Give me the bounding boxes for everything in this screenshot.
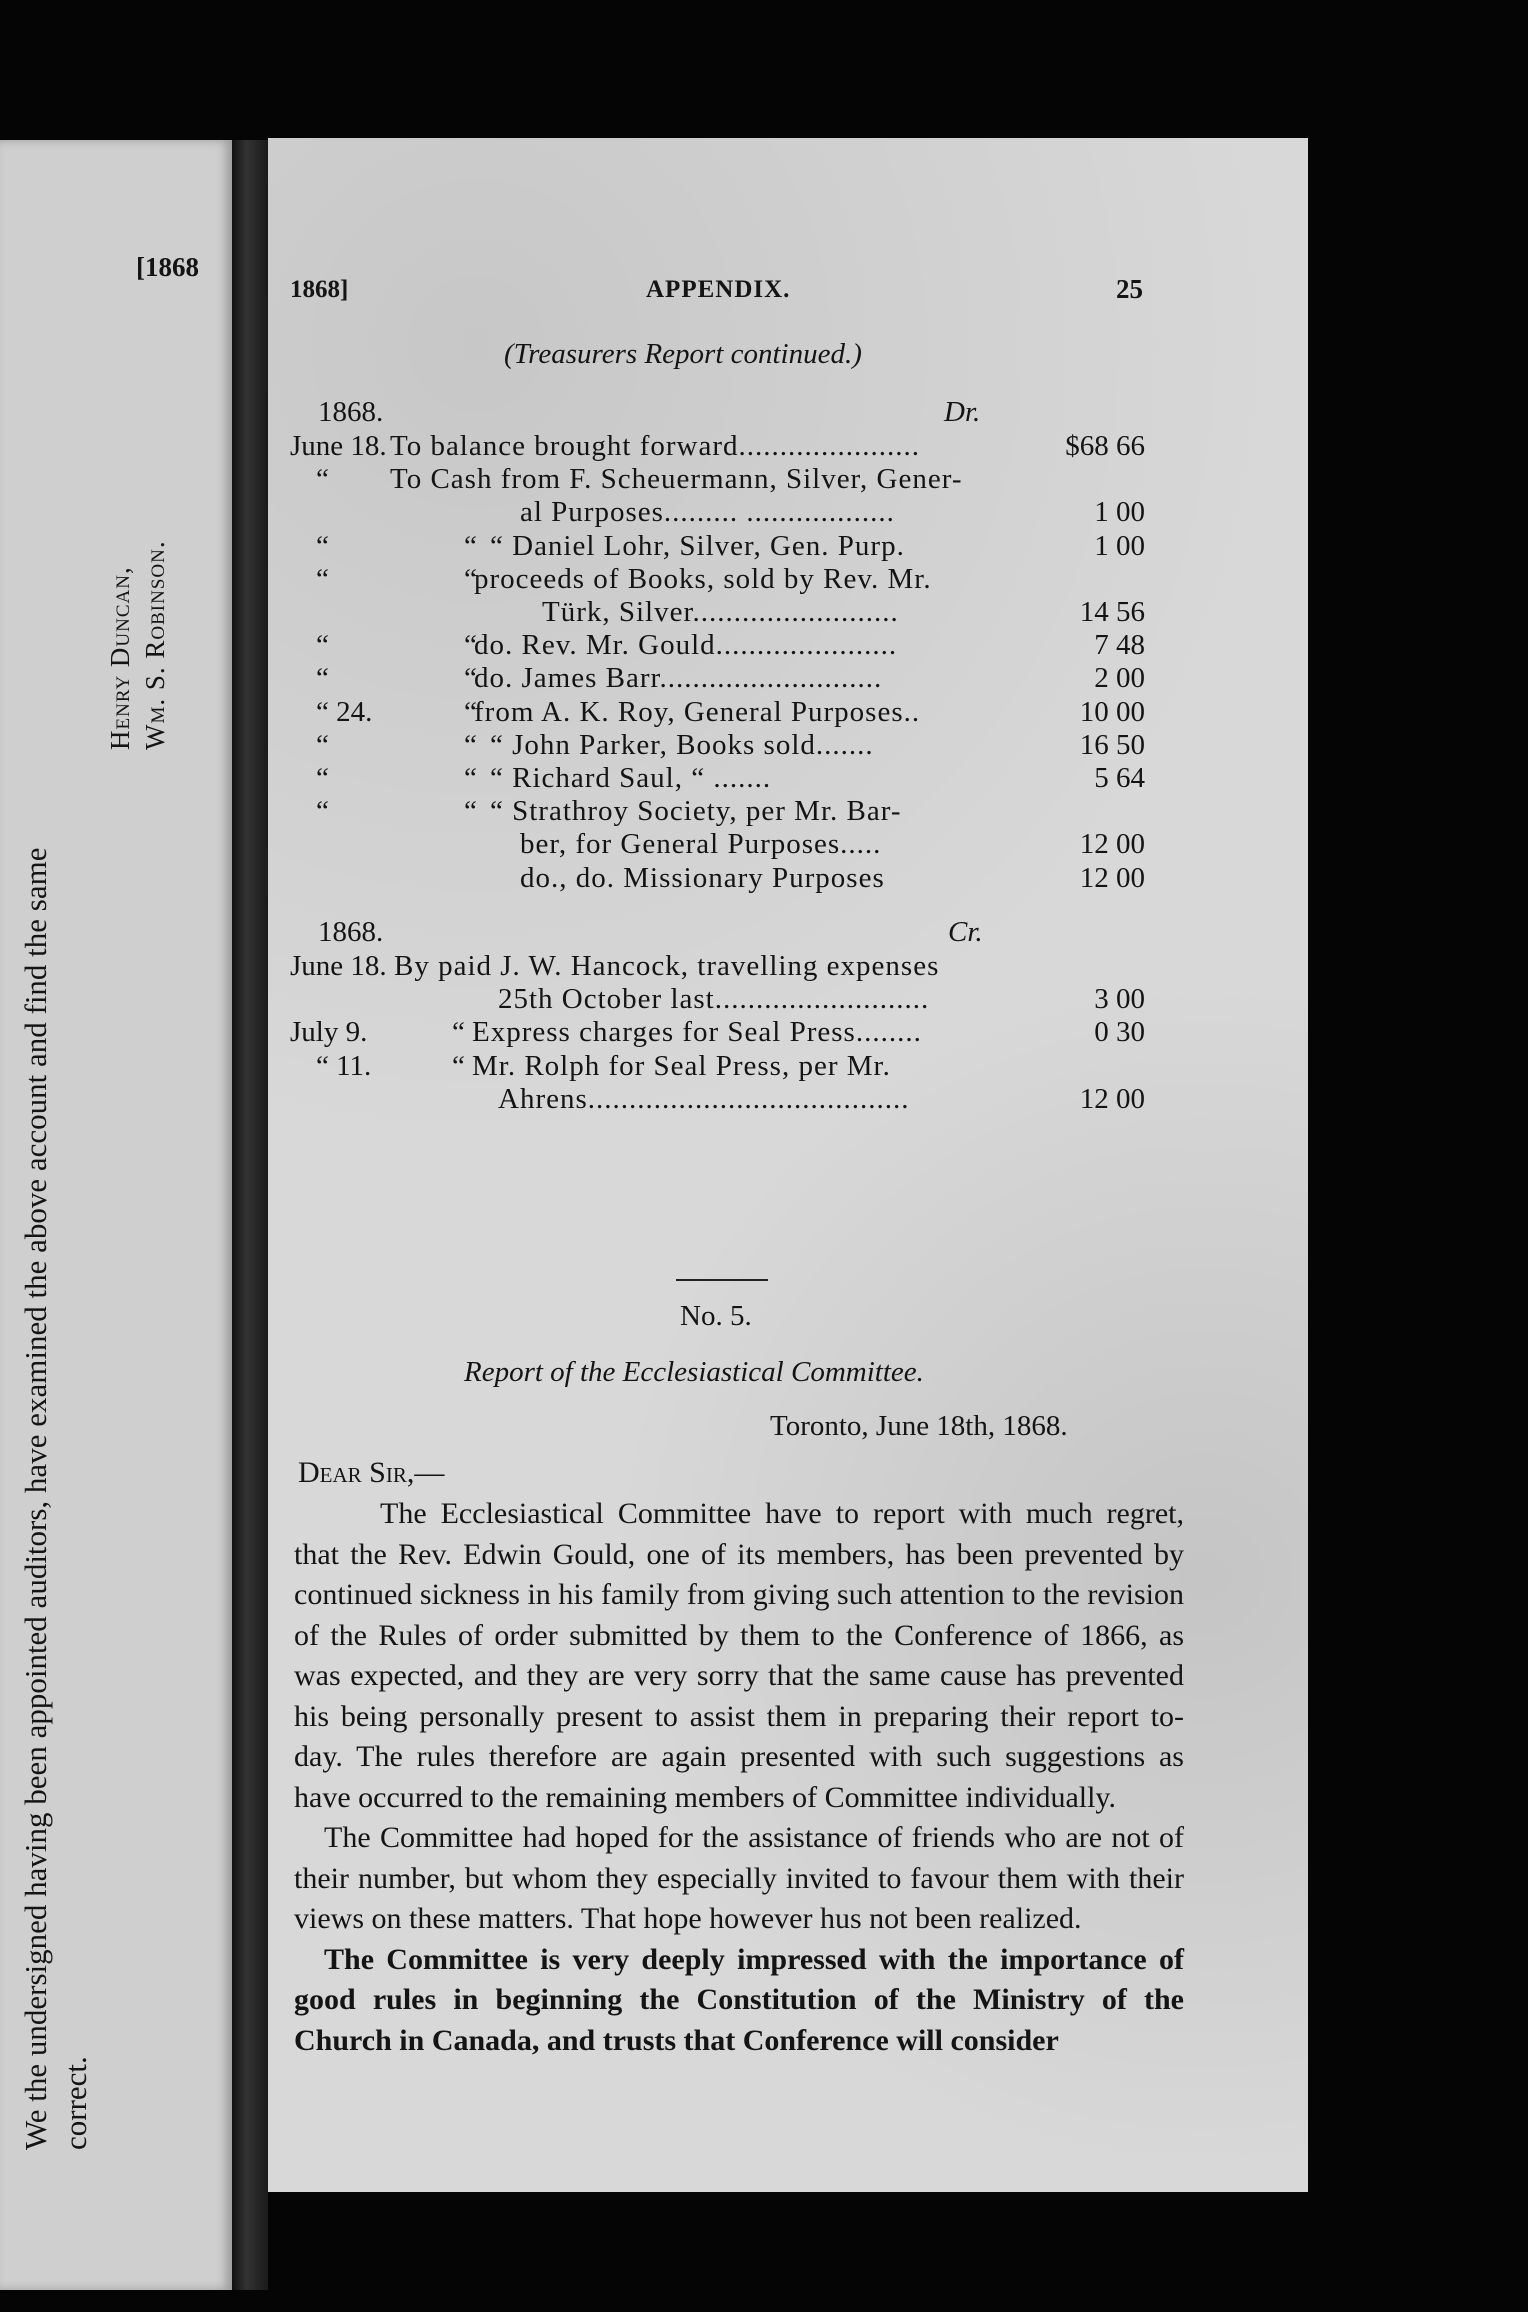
- paragraph-3: The Committee is very deeply impressed with the importance of good rules in beginning the Constitution of the Ministry of the Church in Canada, and trusts that Conference will consider: [294, 1942, 1184, 2057]
- dr-entry-text: do. Rev. Mr. Gould......................: [474, 629, 898, 662]
- dr-ditto-mark: “: [464, 629, 477, 662]
- dr-amount: 14 56: [1079, 596, 1145, 628]
- dr-entry-text: “ John Parker, Books sold.......: [490, 728, 874, 761]
- dr-amount: 5 64: [1094, 762, 1145, 794]
- cr-date: June 18.: [290, 950, 387, 982]
- dr-date: “: [316, 463, 329, 496]
- dr-date: “ 24.: [316, 695, 373, 728]
- dr-amount: 16 50: [1079, 728, 1145, 761]
- dr-date: “: [316, 762, 329, 794]
- report-body: [294, 1494, 1184, 2061]
- dr-ditto-mark: “: [464, 695, 477, 728]
- dr-entry-text: do., do. Missionary Purposes: [520, 861, 885, 894]
- cr-entry-text: 25th October last..........................: [498, 983, 930, 1016]
- auditor-signature-duncan: Henry Duncan,: [105, 566, 135, 750]
- dr-date: “: [316, 662, 329, 695]
- cr-amount: 0 30: [1094, 1016, 1145, 1049]
- subtitle: (Treasurers Report continued.): [504, 338, 862, 370]
- dr-entry-text: al Purposes......... ..................: [520, 496, 895, 529]
- cr-ditto-mark: “: [452, 1049, 465, 1082]
- cr-date: “ 11.: [316, 1049, 372, 1082]
- dr-amount: 10 00: [1079, 695, 1145, 728]
- facing-page: [0, 140, 232, 2290]
- dr-ditto-mark: “: [464, 762, 477, 794]
- dr-amount: 12 00: [1079, 828, 1145, 861]
- cr-entry-text: Express charges for Seal Press........: [472, 1016, 922, 1049]
- dr-year: 1868.: [318, 396, 384, 428]
- section-divider: [676, 1279, 768, 1281]
- dr-entry-text: To Cash from F. Scheuermann, Silver, Gener-: [390, 463, 963, 496]
- dr-date: “: [316, 728, 329, 761]
- report-dateline: Toronto, June 18th, 1868.: [770, 1410, 1068, 1442]
- dr-ditto-mark: “: [464, 529, 477, 562]
- auditors-certification-line2: correct.: [58, 2056, 93, 2150]
- dr-label: Dr.: [944, 396, 981, 428]
- cr-year: 1868.: [318, 916, 384, 948]
- report-number: No. 5.: [680, 1300, 752, 1332]
- header-title: APPENDIX.: [646, 276, 791, 303]
- page: [268, 138, 1308, 2192]
- dr-amount: 1 00: [1094, 529, 1145, 562]
- dr-ditto-mark: “: [464, 795, 477, 828]
- dr-amount: 2 00: [1094, 662, 1145, 695]
- facing-page-year: [1868: [136, 252, 199, 282]
- header-year: 1868]: [290, 276, 349, 303]
- dr-amount: 1 00: [1094, 496, 1145, 529]
- dr-ditto-mark: “: [464, 662, 477, 695]
- salutation: Dear Sir,—: [298, 1456, 445, 1489]
- cr-entry-text: Mr. Rolph for Seal Press, per Mr.: [472, 1049, 891, 1082]
- dr-ditto-mark: “: [464, 728, 477, 761]
- paragraph-2: The Committee had hoped for the assistance of friends who are not of their number, but whom they especially invited to favour them with their views on these matters. That hope however hus not been realized.: [294, 1821, 1184, 1935]
- cr-ditto-mark: “: [452, 1016, 465, 1049]
- cr-label: Cr.: [948, 916, 983, 948]
- cr-date: July 9.: [290, 1016, 368, 1049]
- cr-entry-text: By paid J. W. Hancock, travelling expenses: [394, 950, 940, 982]
- auditor-signature-robinson: Wm. S. Robinson.: [140, 540, 170, 750]
- dr-entry-text: from A. K. Roy, General Purposes..: [474, 695, 921, 728]
- dr-entry-text: To balance brought forward......................: [390, 430, 920, 462]
- dr-date: “: [316, 529, 329, 562]
- dr-entry-text: “ Strathroy Society, per Mr. Bar-: [490, 795, 902, 828]
- auditors-certification-line1: We the undersigned having been appointed auditors, have examined the above account and find the same: [18, 847, 53, 2150]
- dr-amount: $68 66: [1065, 430, 1145, 462]
- cr-amount: 3 00: [1094, 983, 1145, 1016]
- page-number: 25: [1116, 274, 1143, 304]
- paragraph-1: The Ecclesiastical Committee have to report with much regret, that the Rev. Edwin Gould, one of its members, has been prevented by continued sickness in his family from giving such attention to the revision of the Rules of order submitted by them to the Conference of 1866, as was expected, and they are very sorry that the same cause has prevented his being personally present to assist them in preparing their report to-day. The rules therefore are again presented with such suggestions as have occurred to the remaining members of Committee individually.: [294, 1497, 1184, 1814]
- dr-entry-text: “ Richard Saul, “ .......: [490, 762, 772, 794]
- dr-date: “: [316, 795, 329, 828]
- dr-date: “: [316, 629, 329, 662]
- dr-entry-text: ber, for General Purposes.....: [520, 828, 882, 861]
- dr-date: “: [316, 562, 329, 595]
- cr-amount: 12 00: [1079, 1082, 1145, 1115]
- dr-amount: 7 48: [1094, 629, 1145, 662]
- dr-amount: 12 00: [1079, 861, 1145, 894]
- report-title: Report of the Ecclesiastical Committee.: [464, 1356, 924, 1388]
- dr-date: June 18.: [290, 430, 387, 462]
- dr-entry-text: Türk, Silver.........................: [542, 596, 899, 628]
- dr-entry-text: do. James Barr...........................: [474, 662, 883, 695]
- book-spine: [232, 140, 268, 2290]
- dr-entry-text: “ Daniel Lohr, Silver, Gen. Purp.: [490, 529, 905, 562]
- dr-entry-text: proceeds of Books, sold by Rev. Mr.: [474, 562, 932, 595]
- cr-entry-text: Ahrens.......................................: [498, 1082, 910, 1115]
- dr-ditto-mark: “: [464, 562, 477, 595]
